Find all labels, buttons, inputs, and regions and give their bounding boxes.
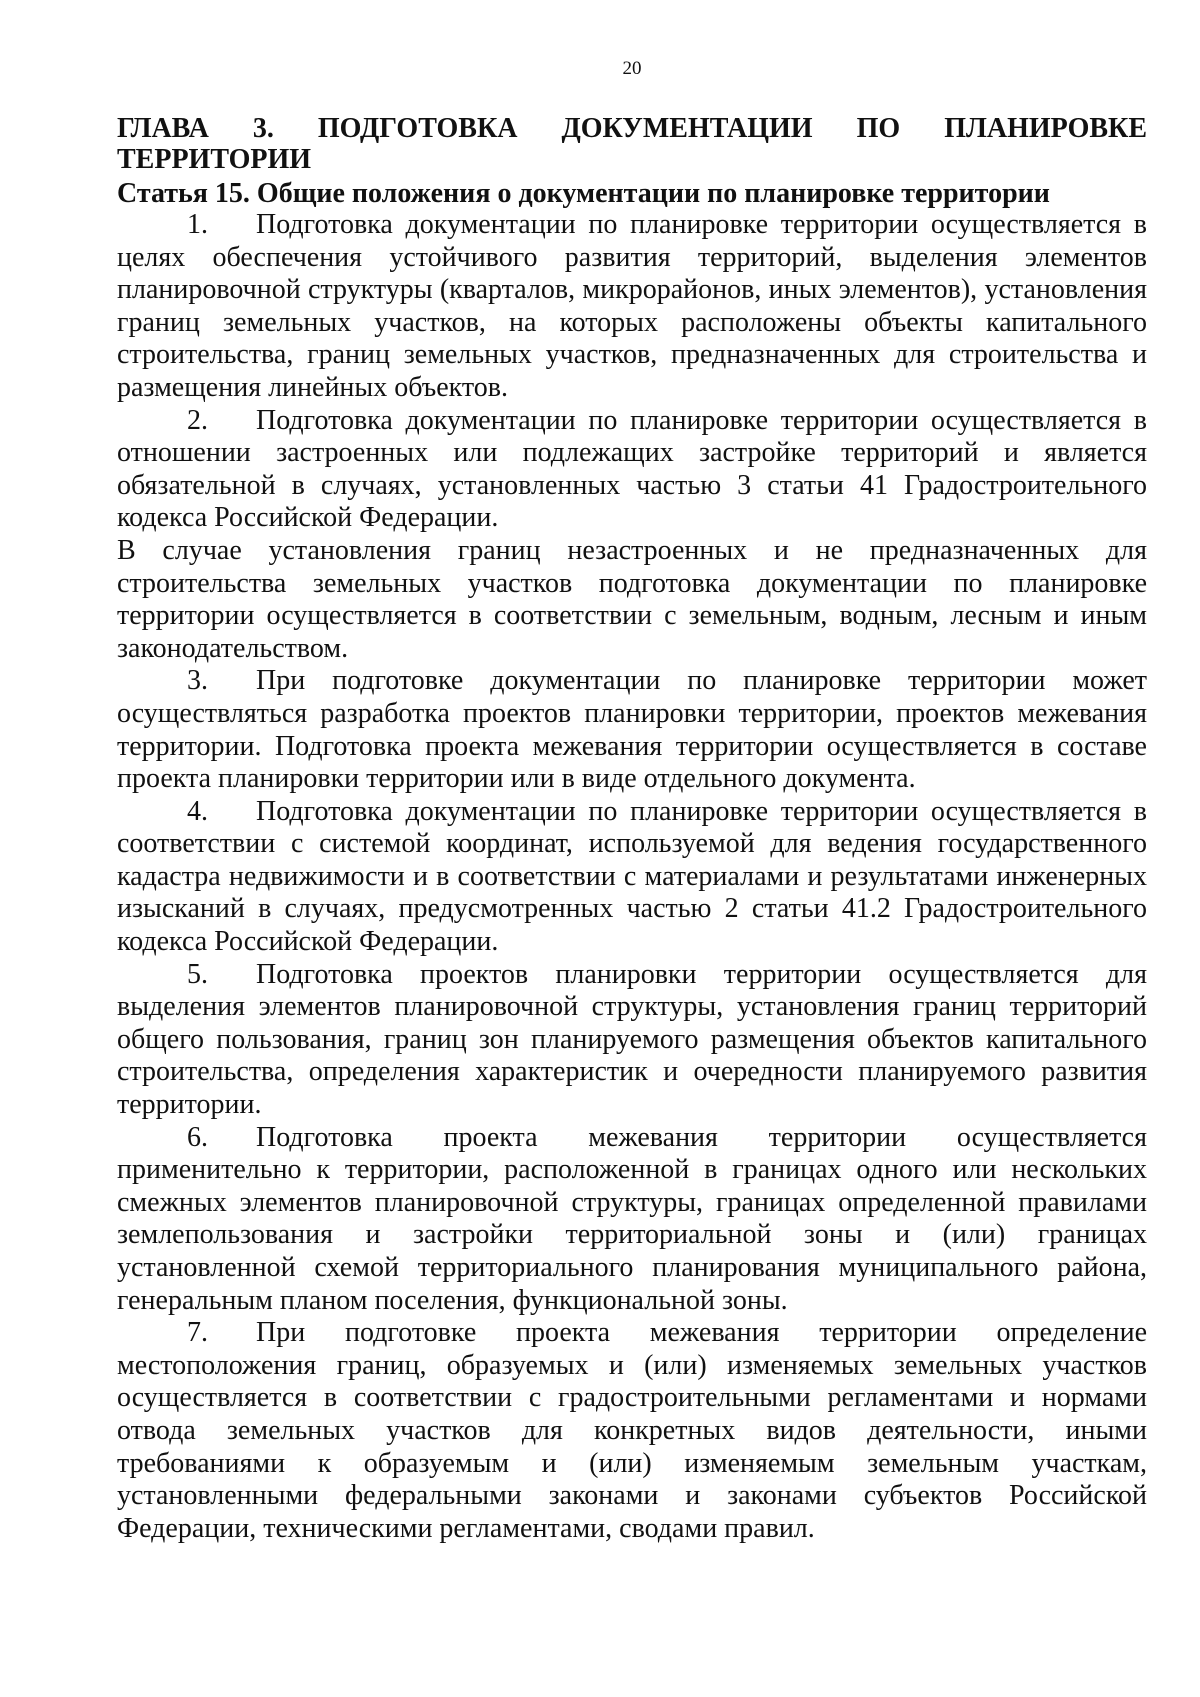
paragraph-text: При подготовке документации по планировке территории может осуществляться разработка проектов планировки территории, проектов межевания территории. Подготовка проекта межевания территории осуществляется в составе проекта планировки территории или в виде отдельного документа. bbox=[117, 665, 1147, 795]
paragraph-3 bbox=[117, 665, 1147, 795]
chapter-word: ПЛАНИРОВКЕ bbox=[944, 113, 1147, 144]
paragraph-6 bbox=[117, 1122, 1147, 1318]
paragraph-text: Подготовка документации по планировке территории осуществляется в соответствии с системой координат, используемой для ведения государственного кадастра недвижимости и в соответствии с материалами и результатами инженерных изысканий в случаях, предусмотренных частью 2 статьи 41.2 Градостроительного кодекса Российской Федерации. bbox=[117, 795, 1147, 958]
paragraph-number: 5. bbox=[187, 958, 208, 990]
chapter-word: ДОКУМЕНТАЦИИ bbox=[561, 113, 813, 144]
paragraph-2-continuation bbox=[117, 535, 1147, 665]
paragraph-text: Подготовка документации по планировке территории осуществляется в отношении застроенных или подлежащих застройке территорий и является обязательной в случаях, установленных частью 3 статьи 41 Градостроительного кодекса Российской Федерации. bbox=[117, 404, 1147, 534]
chapter-word: ПОДГОТОВКА bbox=[317, 113, 518, 144]
paragraph-text: Подготовка проекта межевания территории осуществляется применительно к территории, расположенной в границах одного или нескольких смежных элементов планировочной структуры, границах определенной правилами землепользования и застройки территориальной зоны и (или) границах установленной схемой территориального планирования муниципального района, генеральным планом поселения, функциональной зоны. bbox=[117, 1121, 1147, 1316]
page-number: 20 bbox=[622, 58, 642, 79]
paragraph-2 bbox=[117, 405, 1147, 535]
paragraph-text: При подготовке проекта межевания территории определение местоположения границ, образуемых и (или) изменяемых земельных участков осуществляется в соответствии с градостроительными регламентами и нормами отвода земельных участков для конкретных видов деятельности, иными требованиями к образуемым и (или) изменяемым земельным участкам, установленными федеральными законами и законами субъектов Российской Федерации, техническими регламентами, сводами правил. bbox=[117, 1317, 1147, 1544]
paragraph-number: 6. bbox=[187, 1121, 208, 1153]
chapter-word: ГЛАВА bbox=[117, 113, 209, 144]
paragraph-number: 4. bbox=[187, 795, 208, 827]
paragraph-number: 2. bbox=[187, 404, 208, 436]
paragraph-text: Подготовка документации по планировке территории осуществляется в целях обеспечения устойчивого развития территорий, выделения элементов планировочной структуры (кварталов, микрорайонов, иных элементов), установления границ земельных участков, на которых расположены объекты капитального строительства, границ земельных участков, предназначенных для строительства и размещения линейных объектов. bbox=[117, 209, 1147, 403]
paragraph-number: 7. bbox=[187, 1317, 208, 1349]
chapter-word: ПО bbox=[856, 113, 901, 144]
paragraph-5 bbox=[117, 959, 1147, 1122]
paragraph-7 bbox=[117, 1317, 1147, 1545]
chapter-title-line-2: ТЕРРИТОРИИ bbox=[117, 144, 312, 175]
paragraph-4 bbox=[117, 796, 1147, 959]
document-body bbox=[117, 113, 1147, 1545]
article-title: Статья 15. Общие положения о документации по планировке территории bbox=[117, 178, 1050, 209]
paragraph-number: 3. bbox=[187, 665, 208, 697]
paragraph-text: В случае установления границ незастроенных и не предназначенных для строительства земельных участков подготовка документации по планировке территории осуществляется в соответствии с земельным, водным, лесным и иным законодательством. bbox=[117, 534, 1147, 664]
paragraph-1 bbox=[117, 209, 1147, 405]
paragraph-number: 1. bbox=[187, 209, 208, 240]
paragraph-text: Подготовка проектов планировки территории осуществляется для выделения элементов планировочной структуры, установления границ территорий общего пользования, границ зон планируемого размещения объектов капитального строительства, определения характеристик и очередности планируемого развития территории. bbox=[117, 958, 1147, 1121]
chapter-title bbox=[117, 113, 1147, 175]
chapter-title-line-1 bbox=[117, 113, 1147, 144]
chapter-word: 3. bbox=[252, 113, 274, 144]
